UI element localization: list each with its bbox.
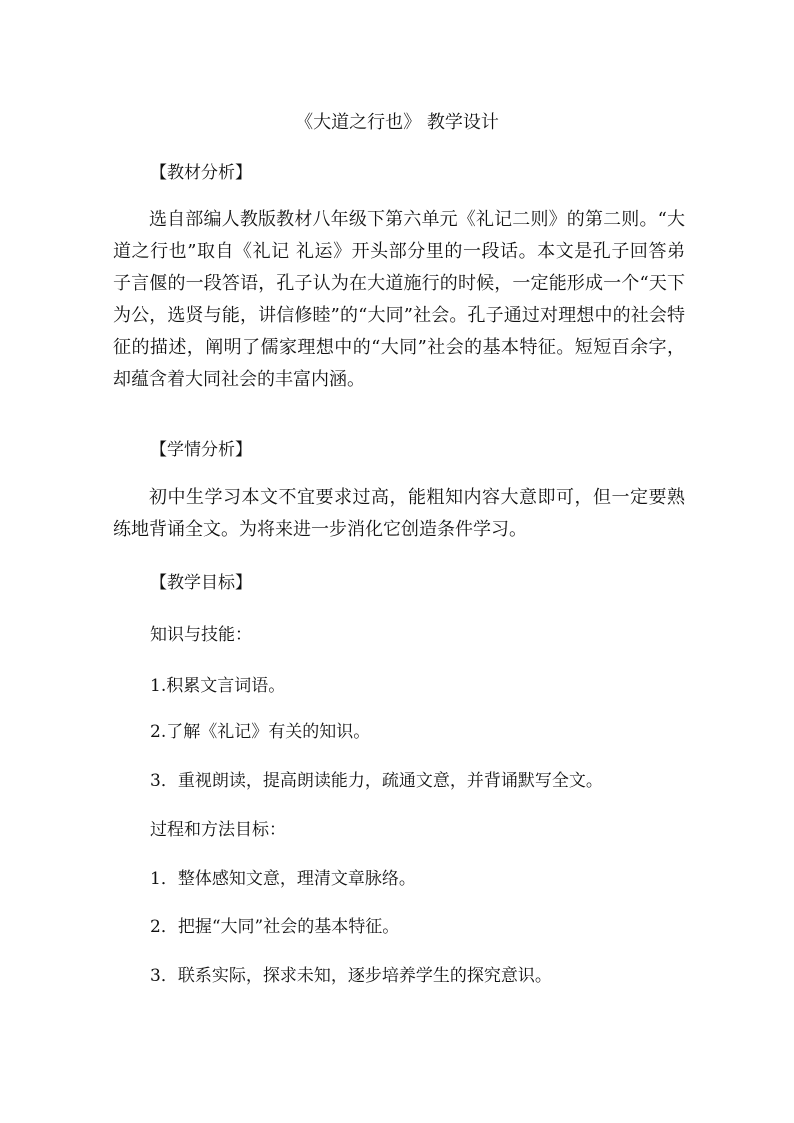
paragraph-student-analysis: 初中生学习本文不宜要求过高，能粗知内容大意即可，但一定要熟练地背诵全文。为将来进一步消化它创造条件学习。 xyxy=(113,487,685,540)
knowledge-item-1: 1.积累文言词语。 xyxy=(150,676,286,696)
process-item-2: 2．把握“大同”社会的基本特征。 xyxy=(150,917,400,937)
heading-teaching-goals: 【教学目标】 xyxy=(150,573,252,593)
process-item-1: 1．整体感知文意，理清文章脉络。 xyxy=(150,869,416,889)
paragraph-material-analysis: 选自部编人教版教材八年级下第六单元《礼记二则》的第二则。“大道之行也”取自《礼记 礼运》开头部分里的一段话。本文是孔子回答弟子言偃的一段答语，孔子认为在大道施行的时候，一定能形成一个“天下为公，选贤与能，讲信修睦”的“大同”社会。孔子通过对理想中的社会特征的描述，阐明了儒家理想中的“大同”社会的基本特征。短短百余字，却蕴含着大同社会的丰富内涵。 xyxy=(113,209,685,390)
label-process-methods: 过程和方法目标： xyxy=(150,820,286,840)
document-title: 《大道之行也》 教学设计 xyxy=(295,112,499,133)
knowledge-item-2: 2.了解《礼记》有关的知识。 xyxy=(150,722,371,742)
heading-student-analysis: 【学情分析】 xyxy=(150,440,252,460)
label-knowledge-skills: 知识与技能： xyxy=(150,625,252,645)
heading-material-analysis: 【教材分析】 xyxy=(150,163,252,183)
knowledge-item-3: 3．重视朗读，提高朗读能力，疏通文意，并背诵默写全文。 xyxy=(150,771,603,791)
process-item-3: 3．联系实际，探求未知，逐步培养学生的探究意识。 xyxy=(150,966,552,986)
